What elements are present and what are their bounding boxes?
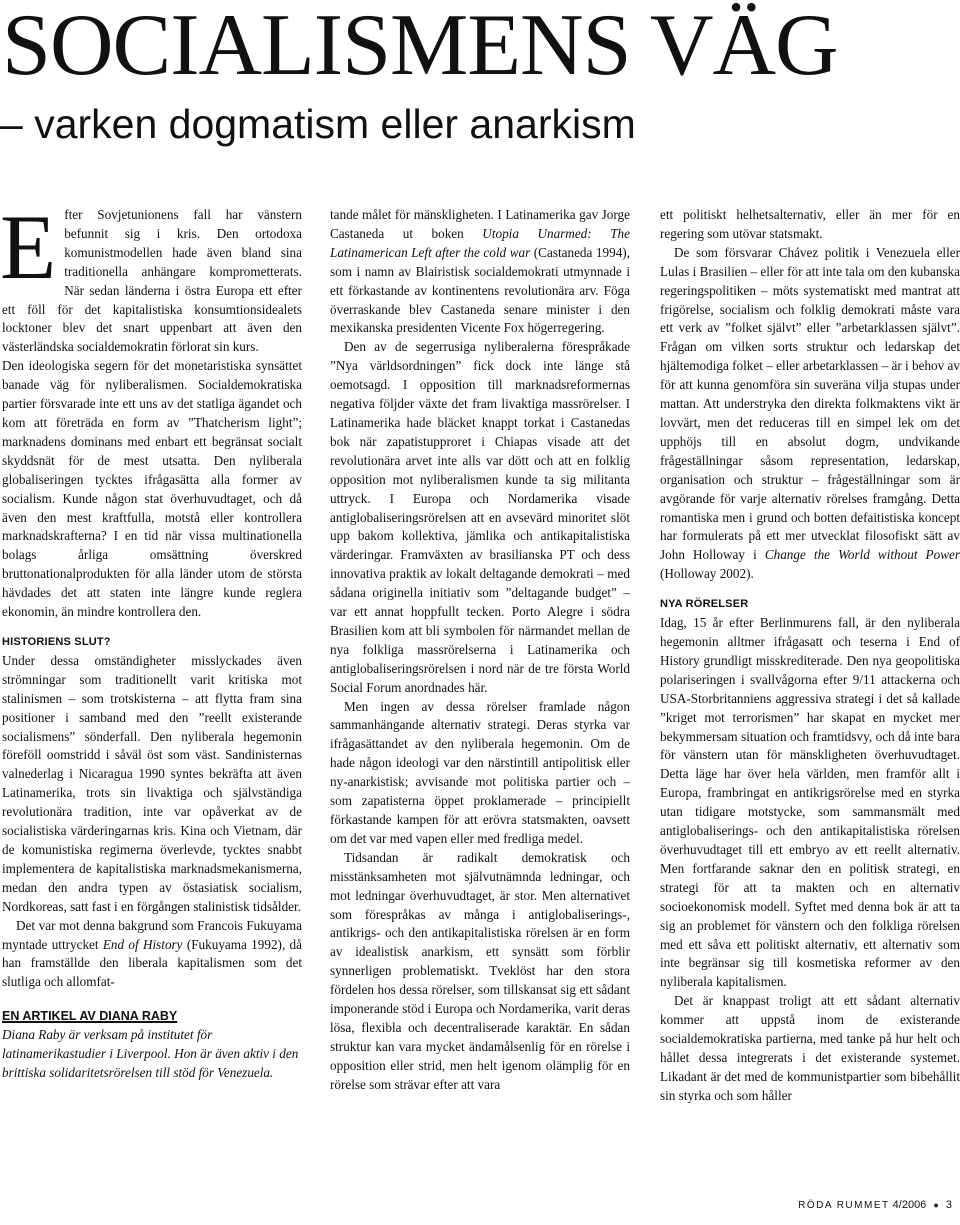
article-title: SOCIALISMENS VÄG <box>2 0 838 94</box>
body-paragraph: Men ingen av dessa rörelser framlade någon sammanhängande alternativ strategi. Deras styrka var ifrågasättandet av den nyliberala hegemonin. Om de hade någon ideologi var den närstintill antipolitisk eller ny-anarkistisk; avvisande mot politiska partier och – som zapatisterna öppet proklamerade – principiellt förkastande kampen för att erövra statsmakten, oavsett om det var med vapen eller med fredliga medel. <box>330 698 630 846</box>
section-heading: HISTORIENS SLUT? <box>2 635 111 648</box>
body-paragraph: tande målet för mänskligheten. I Latinamerika gav Jorge Castaneda ut boken Utopia Unarmed: The Latinamerican Left after the cold war (Castaneda 1994), som i namn av Blairistisk socialdemokrati utmynnade i ett förkastande av kontinentens revolutionära arv. Föga överraskande blev Castaneda senare minister i den mexikanska presidenten Vicente Fox högerregering. <box>330 207 630 336</box>
text-column-3 <box>660 206 960 1106</box>
bullet-icon: ● <box>933 1200 939 1210</box>
intro-paragraph <box>0 196 302 357</box>
intro-text: fter Sovjetunionens fall har vänstern befunnit sig i kris. Den ortodoxa komunistmodellen hade även bland sina traditionella anhängare komprometterats. När sedan länderna i östra Europa ett efter ett föll för det kapitalistiska konsumtionsidealets locktoner blev det snart uppenbart att även den västerländska socialdemokratin förlorat sin kurs. <box>2 207 302 355</box>
book-title: Utopia Unarmed: The Latinamerican Left after the cold war <box>330 225 630 260</box>
byline-heading: EN ARTIKEL AV DIANA RABY <box>2 1009 178 1024</box>
body-paragraph: Tidsandan är radikalt demokratisk och misstänksamheten mot självutnämnda ledningar, och mot ledningar överhuvudtaget, är stor. Men alternativet som förespråkas av många i antiglobaliserings-, antikrigs- och den antikapitalistiska rörelsen är en form av idealistisk anarkism, ett synsätt som förblir synnerligen problematiskt. Tveklöst har den stora fördelen hos dessa rörelser, som tillskansat sig ett sådant imponerande stöd i Europa och Nordamerika, varit deras lösa, flexibla och decentraliserade karaktär. En sådan struktur kan vara mycket ändamålsenlig för en rörelse i opposition eller strid, men helt igenom olämplig för en rörelse som strävar efter att vara <box>330 849 630 1092</box>
body-paragraph: Den ideologiska segern för det monetaristiska synsättet banade väg för nyliberalismen. Socialdemokratiska partier försvarade inte ett uns av det statliga ägandet och kom att företräda en form av ”Thatcherism light”; marknadens dominans med enbart ett begränsat socialt skyddsnät för de mest utsatta. Den nyliberala globaliseringen tycktes ifrågasätta alla former av socialism. Kunde någon stat överhuvudtaget, och då även den mest kraftfulla, motstå eller kontrollera marknadskrafterna? I en tid när vissa multinationella bolags årliga omsättning överskred bruttonationalprodukten för alla länder utom de största hävdades det att staten inte längre kunde reglera ekonomin, än mindre kontrollera den. <box>2 358 302 620</box>
author-bio: Diana Raby är verksam på institutet för latinamerikastudier i Liverpool. Hon är även aktiv i den brittiska solidaritetsrörelsen till stöd för Venezuela. <box>2 1027 299 1081</box>
section-heading: NYA RÖRELSER <box>660 598 749 611</box>
body-paragraph: Det är knappast troligt att ett sådant alternativ kommer att uppstå inom de existerande socialdemokratiska partierna, med tanke på hur helt och hållet dessa integrerats i det existerande systemet. Likadant är det med de kommunistpartier som bibehållit sin styrka och som håller <box>660 993 960 1103</box>
body-paragraph: Under dessa omständigheter misslyckades även strömningar som traditionellt varit kritiska mot stalinismen – som trotskisterna – att flytta fram sina positioner i samband med den ”reellt existerande socialismens” sönderfall. Den nyliberala hegemonin föreföll oomstridd i såväl öst som väst. Sandinisternas valnederlag i Nicaragua 1990 syntes bekräfta att även Latinamerika, trots sin livaktiga och självständiga revolutionära tradition, inte var opåverkat av de socialistiska värderingarnas kris. Kina och Vietnam, där de komunistiska regimerna överlevde, tycktes snabbt implementera de kapitalistiska marknadsmekanismerna, medan den andra typen av östasiatisk socialism, Nordkoreas, satt fast i en förgången stalinistisk tidsålder. <box>2 652 302 914</box>
book-title: Change the World without Power <box>764 547 960 563</box>
body-paragraph: De som försvarar Chávez politik i Venezuela eller Lulas i Brasilien – eller för att inte tala om den kubanska regeringspolitiken – möts systematiskt med mantrat att frigörelse, socialism och folklig demokrati måste vara ett verk av ”folket självt” eller ”arbetarklassen självt”. Frågan om vilken sorts struktur och ledarskap det hjältemodiga folket – eller arbetarklassen – är i behov av för att kunna genomföra sin suveräna vilja stupas under mattan. Att understryka den direkta folkmaktens vikt är lovvärt, men det reduceras till en simpel lek om det upphöjs till en absolut dogm, undvikande frågeställningar såsom representation, ledarskap, organisation och struktur – frågeställningar som är avgörande för varje alternativ rörelses framgång. Detta romantiska men i grund och botten defaitistiska koncept har formulerats på ett mer utvecklat filosofiskt sätt av John Holloway i Change the World without Power (Holloway 2002). <box>660 244 960 582</box>
text-column-2 <box>330 206 630 1095</box>
drop-cap: E <box>0 196 57 298</box>
body-paragraph: Idag, 15 år efter Berlinmurens fall, är den nyliberala hegemonin alltmer ifrågasatt och teserna i End of History grundligt misskrediterade. Den nya geopolitiska polariseringen i svallvågorna efter 9/11 attackerna och USA-Storbritanniens aggressiva strategi i det så kallade ”kriget mot terrorismen” har skapat en mycket mer bekymmersam situation och framtidsvy, och då inte bara för vänstern utan för mänskligheten överhuvudtaget. Detta läge har över hela världen, men framför allt i Europa, frambringat en antikrigsrörelse med en styrka utan tidigare motstycke, som sammansmält med antiglobaliserings- och den antikapitalistiska rörelsen överhuvudtaget till ett embryo av ett reellt alternativ. Men fortfarande saknar den en politisk strategi, en strategi för att ta makten och en alternativ socioekonomisk modell. Syftet med denna bok är att ta sig an problemet för vänstern och den folkliga rörelsen med ett såva ett politiskt alternativ, ett alternativ som inte begränsar sig till kosmetiska reformer av den nyliberala kapitalismen. <box>660 615 960 990</box>
article-subtitle: – varken dogmatism eller anarkism <box>0 101 636 147</box>
body-paragraph: Den av de segerrusiga nyliberalerna förespråkade ”Nya världsordningen” fick dock inte länge stå oemotsagd. I opposition till marknadsreformernas negativa följder växte det fram livaktiga massrörelser. I Latinamerika hade bläcket knappt torkat i Castanedas bok när zapatistupproret i Chiapas visade att det revolutionära arvet inte alls var dött och att en folklig opposition mot nyliberalismen kunde ta sig militanta uttryck. I Europa och Nordamerika visade antiglobaliseringsrörelsen att en avsevärd minoritet slöt upp bakom kollektiva, jämlika och antikapitalistiska värderingar. Framväxten av brasilianska PT och dess innovativa praktik av lokalt deltagande demokrati – med sådana originella initiativ som ”deltagande budget” – var ett annat hoppfullt tecken. Porto Alegre i södra Brasilien kom att bli symbolen för närmandet mellan de nya folkliga massrörelserna i Latinamerika och antiglobaliseringsrörelsen i nord när de tre första World Social Forum anordnades här. <box>330 339 630 695</box>
text-column-1 <box>0 196 302 1083</box>
book-title: End of History <box>102 936 183 952</box>
body-paragraph: Det var mot denna bakgrund som Francois Fukuyama myntade uttrycket End of History (Fukuyama 1992), då han framställde den liberala kapitalismen som det slutliga och allomfat- <box>2 917 302 990</box>
page-footer <box>798 1197 952 1214</box>
magazine-name: RÖDA RUMMET <box>798 1200 890 1211</box>
body-paragraph: ett politiskt helhetsalternativ, eller än mer för en regering som utövar statsmakt. <box>660 207 960 241</box>
issue-number: 4/2006 <box>892 1199 927 1211</box>
page-number: 3 <box>945 1199 952 1211</box>
